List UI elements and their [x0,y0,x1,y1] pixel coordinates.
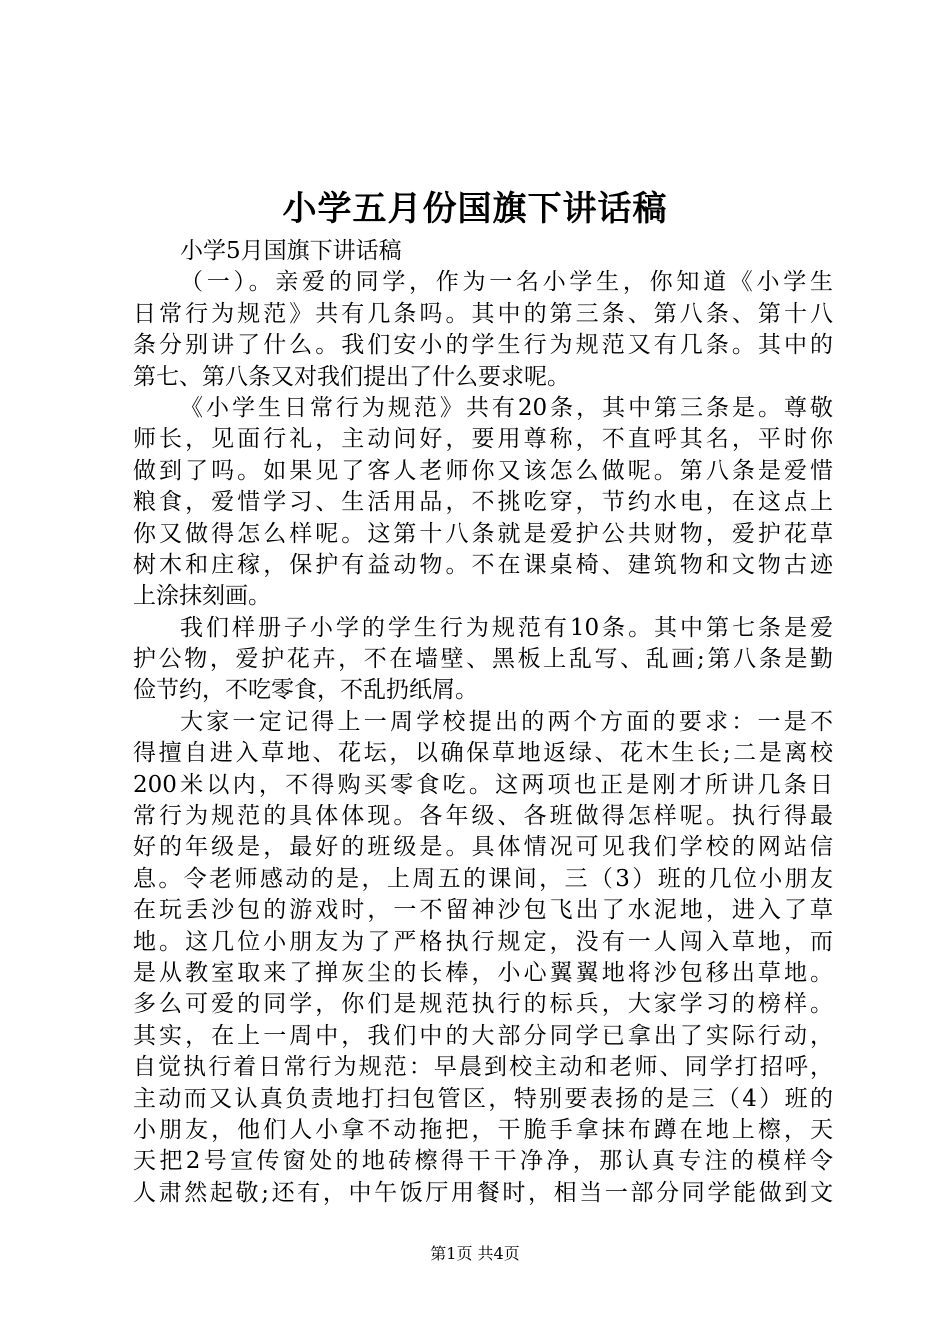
text-line: 树木和庄稼，保护有益动物。不在课桌椅、建筑物和文物古迹 [133,551,833,578]
text-line: 常行为规范的具体体现。各年级、各班做得怎样呢。执行得最 [133,803,833,830]
text-line: 第七、第八条又对我们提出了什么要求呢。 [133,363,570,390]
text-line: 地。这几位小朋友为了严格执行规定，没有一人闯入草地，而 [133,928,833,955]
text-line: 粮食，爱惜学习、生活用品，不挑吃穿，节约水电，在这点上 [133,489,833,516]
text-line: 息。令老师感动的是，上周五的课间，三（3）班的几位小朋友 [133,865,833,892]
text-line: （一）。亲爱的同学，作为一名小学生，你知道《小学生 [180,269,833,296]
text-line: 俭节约，不吃零食，不乱扔纸屑。 [133,677,478,704]
text-line: 大家一定记得上一周学校提出的两个方面的要求：一是不 [180,708,833,735]
document-body [133,236,833,1209]
text-line: 是从教室取来了掸灰尘的长棒，小心翼翼地将沙包移出草地。 [133,959,833,986]
text-line: 自觉执行着日常行为规范：早晨到校主动和老师、同学打招呼， [133,1054,833,1081]
text-line: 我们样册子小学的学生行为规范有10条。其中第七条是爱 [180,614,833,641]
text-line: 200米以内，不得购买零食吃。这两项也正是刚才所讲几条日 [133,771,833,798]
text-line: 条分别讲了什么。我们安小的学生行为规范又有几条。其中的 [133,332,833,359]
text-line: 多么可爱的同学，你们是规范执行的标兵，大家学习的榜样。 [133,991,833,1018]
text-line: 上涂抹刻画。 [133,583,271,610]
text-line: 护公物，爱护花卉，不在墙壁、黑板上乱写、乱画;第八条是勤 [133,646,833,673]
text-line: 做到了吗。如果见了客人老师你又该怎么做呢。第八条是爱惜 [133,457,833,484]
text-line: 天把2号宣传窗处的地砖檫得干干净净，那认真专注的模样令 [133,1148,833,1175]
text-line: 师长，见面行礼，主动问好，要用尊称，不直呼其名，平时你 [133,426,833,453]
text-line: 你又做得怎么样呢。这第十八条就是爱护公共财物，爱护花草 [133,520,833,547]
text-line: 日常行为规范》共有几条吗。其中的第三条、第八条、第十八 [133,300,833,327]
text-line: 小朋友，他们人小拿不动拖把，干脆手拿抹布蹲在地上檫，天 [133,1116,833,1143]
text-line: 人肃然起敬;还有，中午饭厅用餐时，相当一部分同学能做到文 [133,1179,833,1206]
text-line: 好的年级是，最好的班级是。具体情况可见我们学校的网站信 [133,834,833,861]
text-line: 得擅自进入草地、花坛，以确保草地返绿、花木生长;二是离校 [133,740,833,767]
text-line: 其实，在上一周中，我们中的大部分同学已拿出了实际行动， [133,1022,833,1049]
text-line: 小学5月国旗下讲话稿 [180,238,402,264]
text-line: 在玩丢沙包的游戏时，一不留神沙包飞出了水泥地，进入了草 [133,897,833,924]
page-title: 小学五月份国旗下讲话稿 [282,189,668,229]
page-number-footer: 第1页 共4页 [430,1244,520,1263]
text-line: 主动而又认真负责地打扫包管区，特别要表扬的是三（4）班的 [133,1085,833,1112]
text-line: 《小学生日常行为规范》共有20条，其中第三条是。尊敬 [180,394,833,421]
